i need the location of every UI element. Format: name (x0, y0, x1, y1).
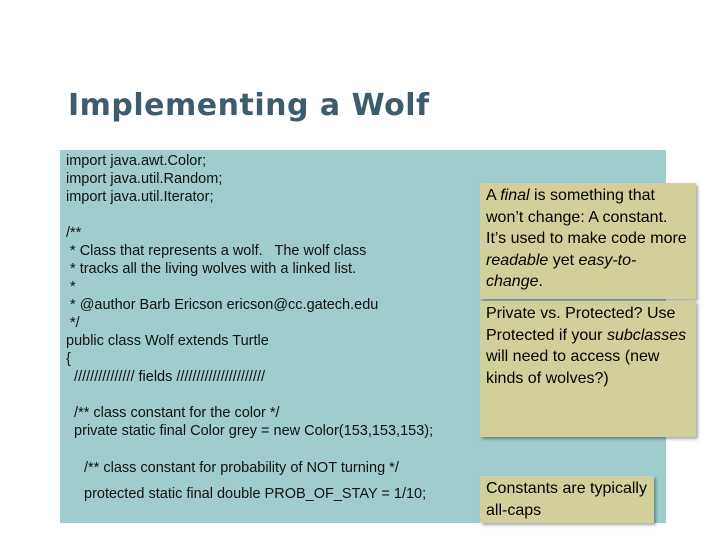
note-text: A (486, 187, 501, 204)
code-line: private static final Color grey = new Color(153,153,153); (66, 423, 434, 439)
code-line: * @author Barb Ericson ericson@cc.gatech.edu (66, 297, 379, 313)
code-line: * (66, 279, 76, 295)
final-keyword-note (480, 183, 696, 299)
code-line: import java.awt.Color; (66, 153, 207, 169)
note-text: yet (548, 251, 579, 269)
note-text: Private vs. Protected? Use Protected if your (486, 305, 676, 344)
code-line: /////////////// fields ////////////////////// (66, 369, 266, 385)
code-line: import java.util.Random; (66, 171, 223, 187)
page-title: Implementing a Wolf (68, 88, 430, 123)
code-line: import java.util.Iterator; (66, 189, 214, 205)
code-line: /** class constant for the color */ (66, 405, 280, 421)
code-line: * Class that represents a wolf. The wolf class (66, 243, 367, 259)
note-text-emphasis: easy-to-change (486, 251, 637, 290)
note-text-emphasis: final (500, 187, 530, 204)
note-text: . (538, 273, 543, 290)
code-line: * tracks all the living wolves with a linked list. (66, 261, 357, 277)
code-line: /** class constant for probability of NOT turning */ (84, 460, 399, 476)
code-line: protected static final double PROB_OF_STAY = 1/10; (84, 486, 427, 502)
constants-note: Constants are typically all-caps (480, 476, 654, 523)
note-text: will need to access (new kinds of wolves?) (486, 348, 660, 387)
code-line: /** (66, 225, 82, 241)
code-line: { (66, 351, 71, 367)
code-line: public class Wolf extends Turtle (66, 333, 269, 349)
note-text: is something that won’t change: A constant. It’s used to make code more (486, 187, 687, 247)
note-text-emphasis: readable (486, 251, 549, 269)
protected-note (480, 301, 696, 437)
code-line: */ (66, 315, 80, 331)
note-text-emphasis: subclasses (606, 326, 687, 344)
